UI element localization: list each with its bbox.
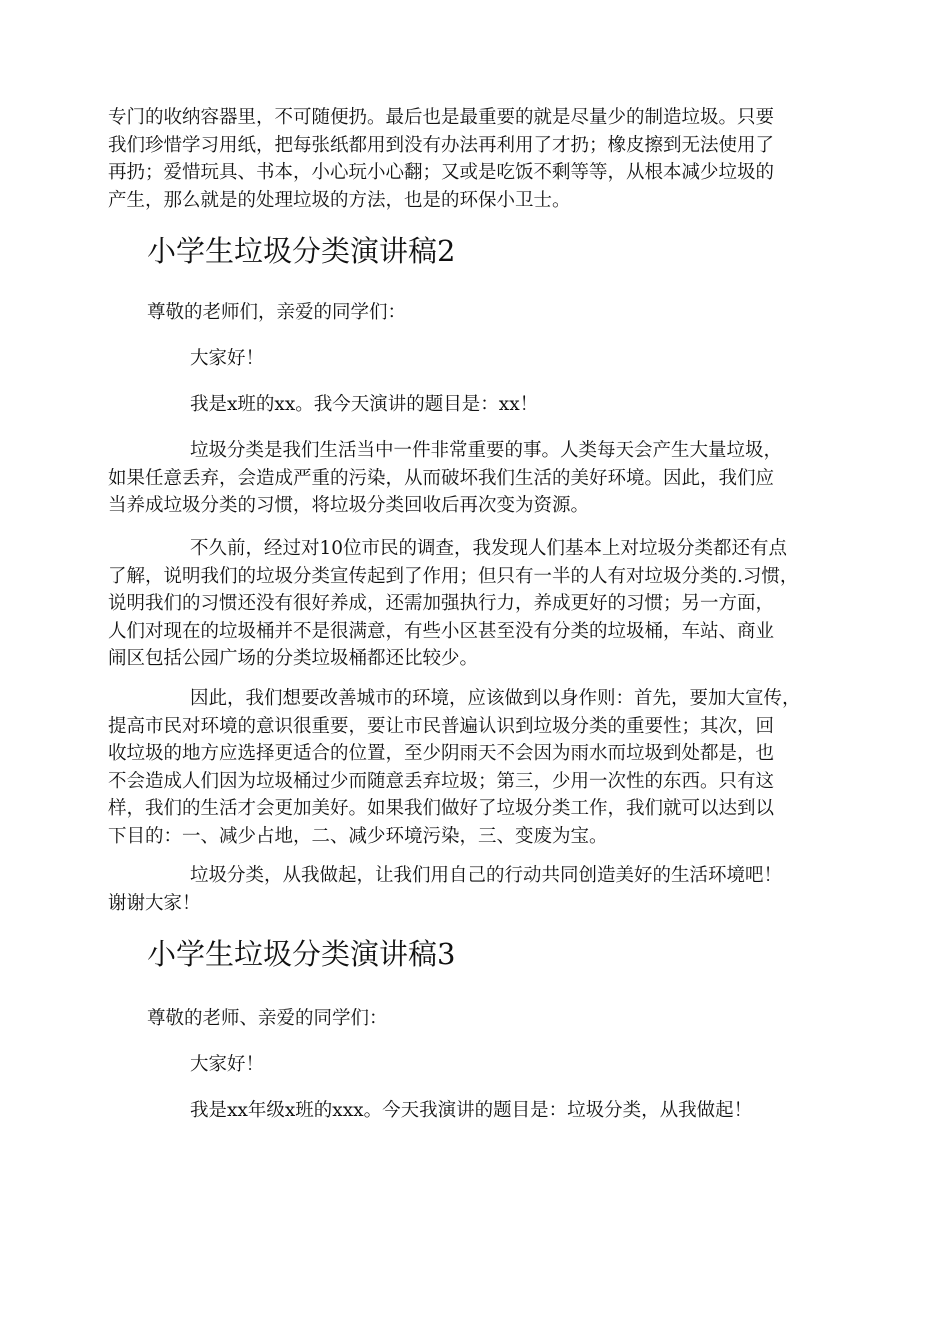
speech2-title: 小学生垃圾分类演讲稿2 bbox=[147, 234, 456, 268]
text-line: 我们珍惜学习用纸，把每张纸都用到没有办法再利用了才扔；橡皮擦到无法使用了 bbox=[108, 134, 775, 156]
text-line: 收垃圾的地方应选择更适合的位置，至少阴雨天不会因为雨水而垃圾到处都是，也 bbox=[108, 743, 775, 765]
text-line: 闹区包括公园广场的分类垃圾桶都还比较少。 bbox=[108, 648, 479, 670]
text-line: 垃圾分类是我们生活当中一件非常重要的事。人类每天会产生大量垃圾， bbox=[190, 440, 783, 461]
text-line: 专门的收纳容器里，不可随便扔。最后也是最重要的就是尽量少的制造垃圾。只要 bbox=[108, 107, 775, 128]
text-line: 提高市民对环境的意识很重要，要让市民普遍认识到垃圾分类的重要性；其次，回 bbox=[108, 715, 775, 737]
speech3-greeting: 大家好！ bbox=[190, 1054, 265, 1075]
text-line: 当养成垃圾分类的习惯，将垃圾分类回收后再次变为资源。 bbox=[108, 495, 590, 517]
speech2-closing-paragraph bbox=[108, 862, 782, 917]
text-line: 再扔；爱惜玩具、书本，小心玩小心翻；又或是吃饭不剩等等，从根本减少垃圾的 bbox=[108, 162, 775, 184]
speech3-intro: 我是xx年级x班的xxx。今天我演讲的题目是：垃圾分类，从我做起！ bbox=[190, 1100, 753, 1121]
speech2-salutation: 尊敬的老师们，亲爱的同学们： bbox=[147, 302, 407, 323]
text-line: 样，我们的生活才会更加美好。如果我们做好了垃圾分类工作，我们就可以达到以 bbox=[108, 798, 775, 820]
text-line: 产生，那么就是的处理垃圾的方法，也是的环保小卫士。 bbox=[108, 189, 571, 211]
speech2-paragraph-3 bbox=[108, 685, 801, 851]
speech3-salutation: 尊敬的老师、亲爱的同学们： bbox=[147, 1008, 388, 1029]
text-line: 下目的：一、减少占地，二、减少环境污染，三、变废为宝。 bbox=[108, 825, 608, 847]
text-line: 垃圾分类，从我做起，让我们用自己的行动共同创造美好的生活环境吧！ bbox=[190, 865, 783, 886]
text-line: 人们对现在的垃圾桶并不是很满意，有些小区甚至没有分类的垃圾桶，车站、商业 bbox=[108, 620, 775, 642]
speech2-paragraph-2 bbox=[108, 535, 798, 673]
text-line: 了解，说明我们的垃圾分类宣传起到了作用；但只有一半的人有对垃圾分类的.习惯， bbox=[108, 565, 799, 587]
text-line: 谢谢大家！ bbox=[108, 892, 201, 914]
speech2-greeting: 大家好！ bbox=[190, 348, 265, 369]
text-line: 说明我们的习惯还没有很好养成，还需加强执行力，养成更好的习惯；另一方面， bbox=[108, 593, 775, 615]
speech2-paragraph-1 bbox=[108, 437, 782, 520]
speech2-intro: 我是x班的xx。我今天演讲的题目是：xx！ bbox=[190, 394, 539, 415]
intro-paragraph bbox=[108, 104, 774, 214]
speech3-title: 小学生垃圾分类演讲稿3 bbox=[147, 937, 456, 971]
text-line: 不会造成人们因为垃圾桶过少而随意丢弃垃圾；第三，少用一次性的东西。只有这 bbox=[108, 770, 775, 792]
text-line: 因此，我们想要改善城市的环境，应该做到以身作则：首先，要加大宣传， bbox=[190, 688, 801, 709]
text-line: 如果任意丢弃，会造成严重的污染，从而破坏我们生活的美好环境。因此，我们应 bbox=[108, 467, 775, 489]
text-line: 不久前，经过对10位市民的调查，我发现人们基本上对垃圾分类都还有点 bbox=[190, 538, 788, 559]
